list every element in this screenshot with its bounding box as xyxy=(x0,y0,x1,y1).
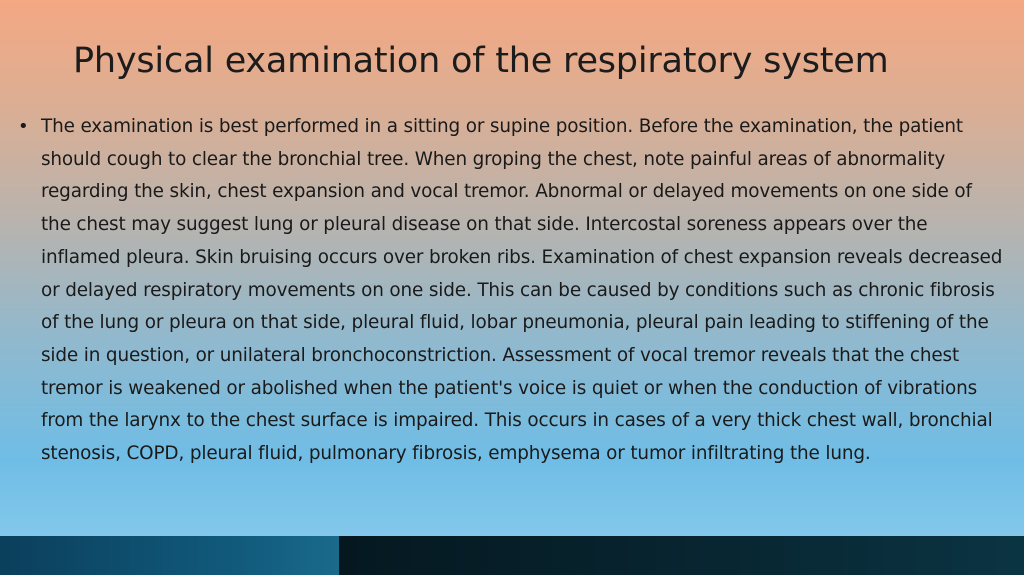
bullet-text: The examination is best performed in a sitting or supine position. Before the examination, the patient should cough to clear the bronchial tree. When groping the chest, note painful areas of abnormality regarding the skin, chest expansion and vocal tremor. Abnormal or delayed movements on one side of the chest may suggest lung or pleural disease on that side. Intercostal soreness appears over the inflamed pleura. Skin bruising occurs over broken ribs. Examination of chest expansion reveals decreased or delayed respiratory movements on one side. This can be caused by conditions such as chronic fibrosis of the lung or pleura on that side, pleural fluid, lobar pneumonia, pleural pain leading to stiffening of the side in question, or unilateral bronchoconstriction. Assessment of vocal tremor reveals that the chest tremor is weakened or abolished when the patient's voice is quiet or when the conduction of vibrations from the larynx to the chest surface is impaired. This occurs in cases of a very thick chest wall, bronchial stenosis, COPD, pleural fluid, pulmonary fibrosis, emphysema or tumor infiltrating the lung. xyxy=(41,116,1003,465)
footer-bar-left xyxy=(0,536,340,575)
bullet-icon: • xyxy=(18,116,29,137)
footer-bar-right xyxy=(339,536,1024,575)
slide-content xyxy=(18,111,1003,471)
bullet-item xyxy=(18,111,1003,471)
slide-title: Physical examination of the respiratory system xyxy=(73,41,889,81)
